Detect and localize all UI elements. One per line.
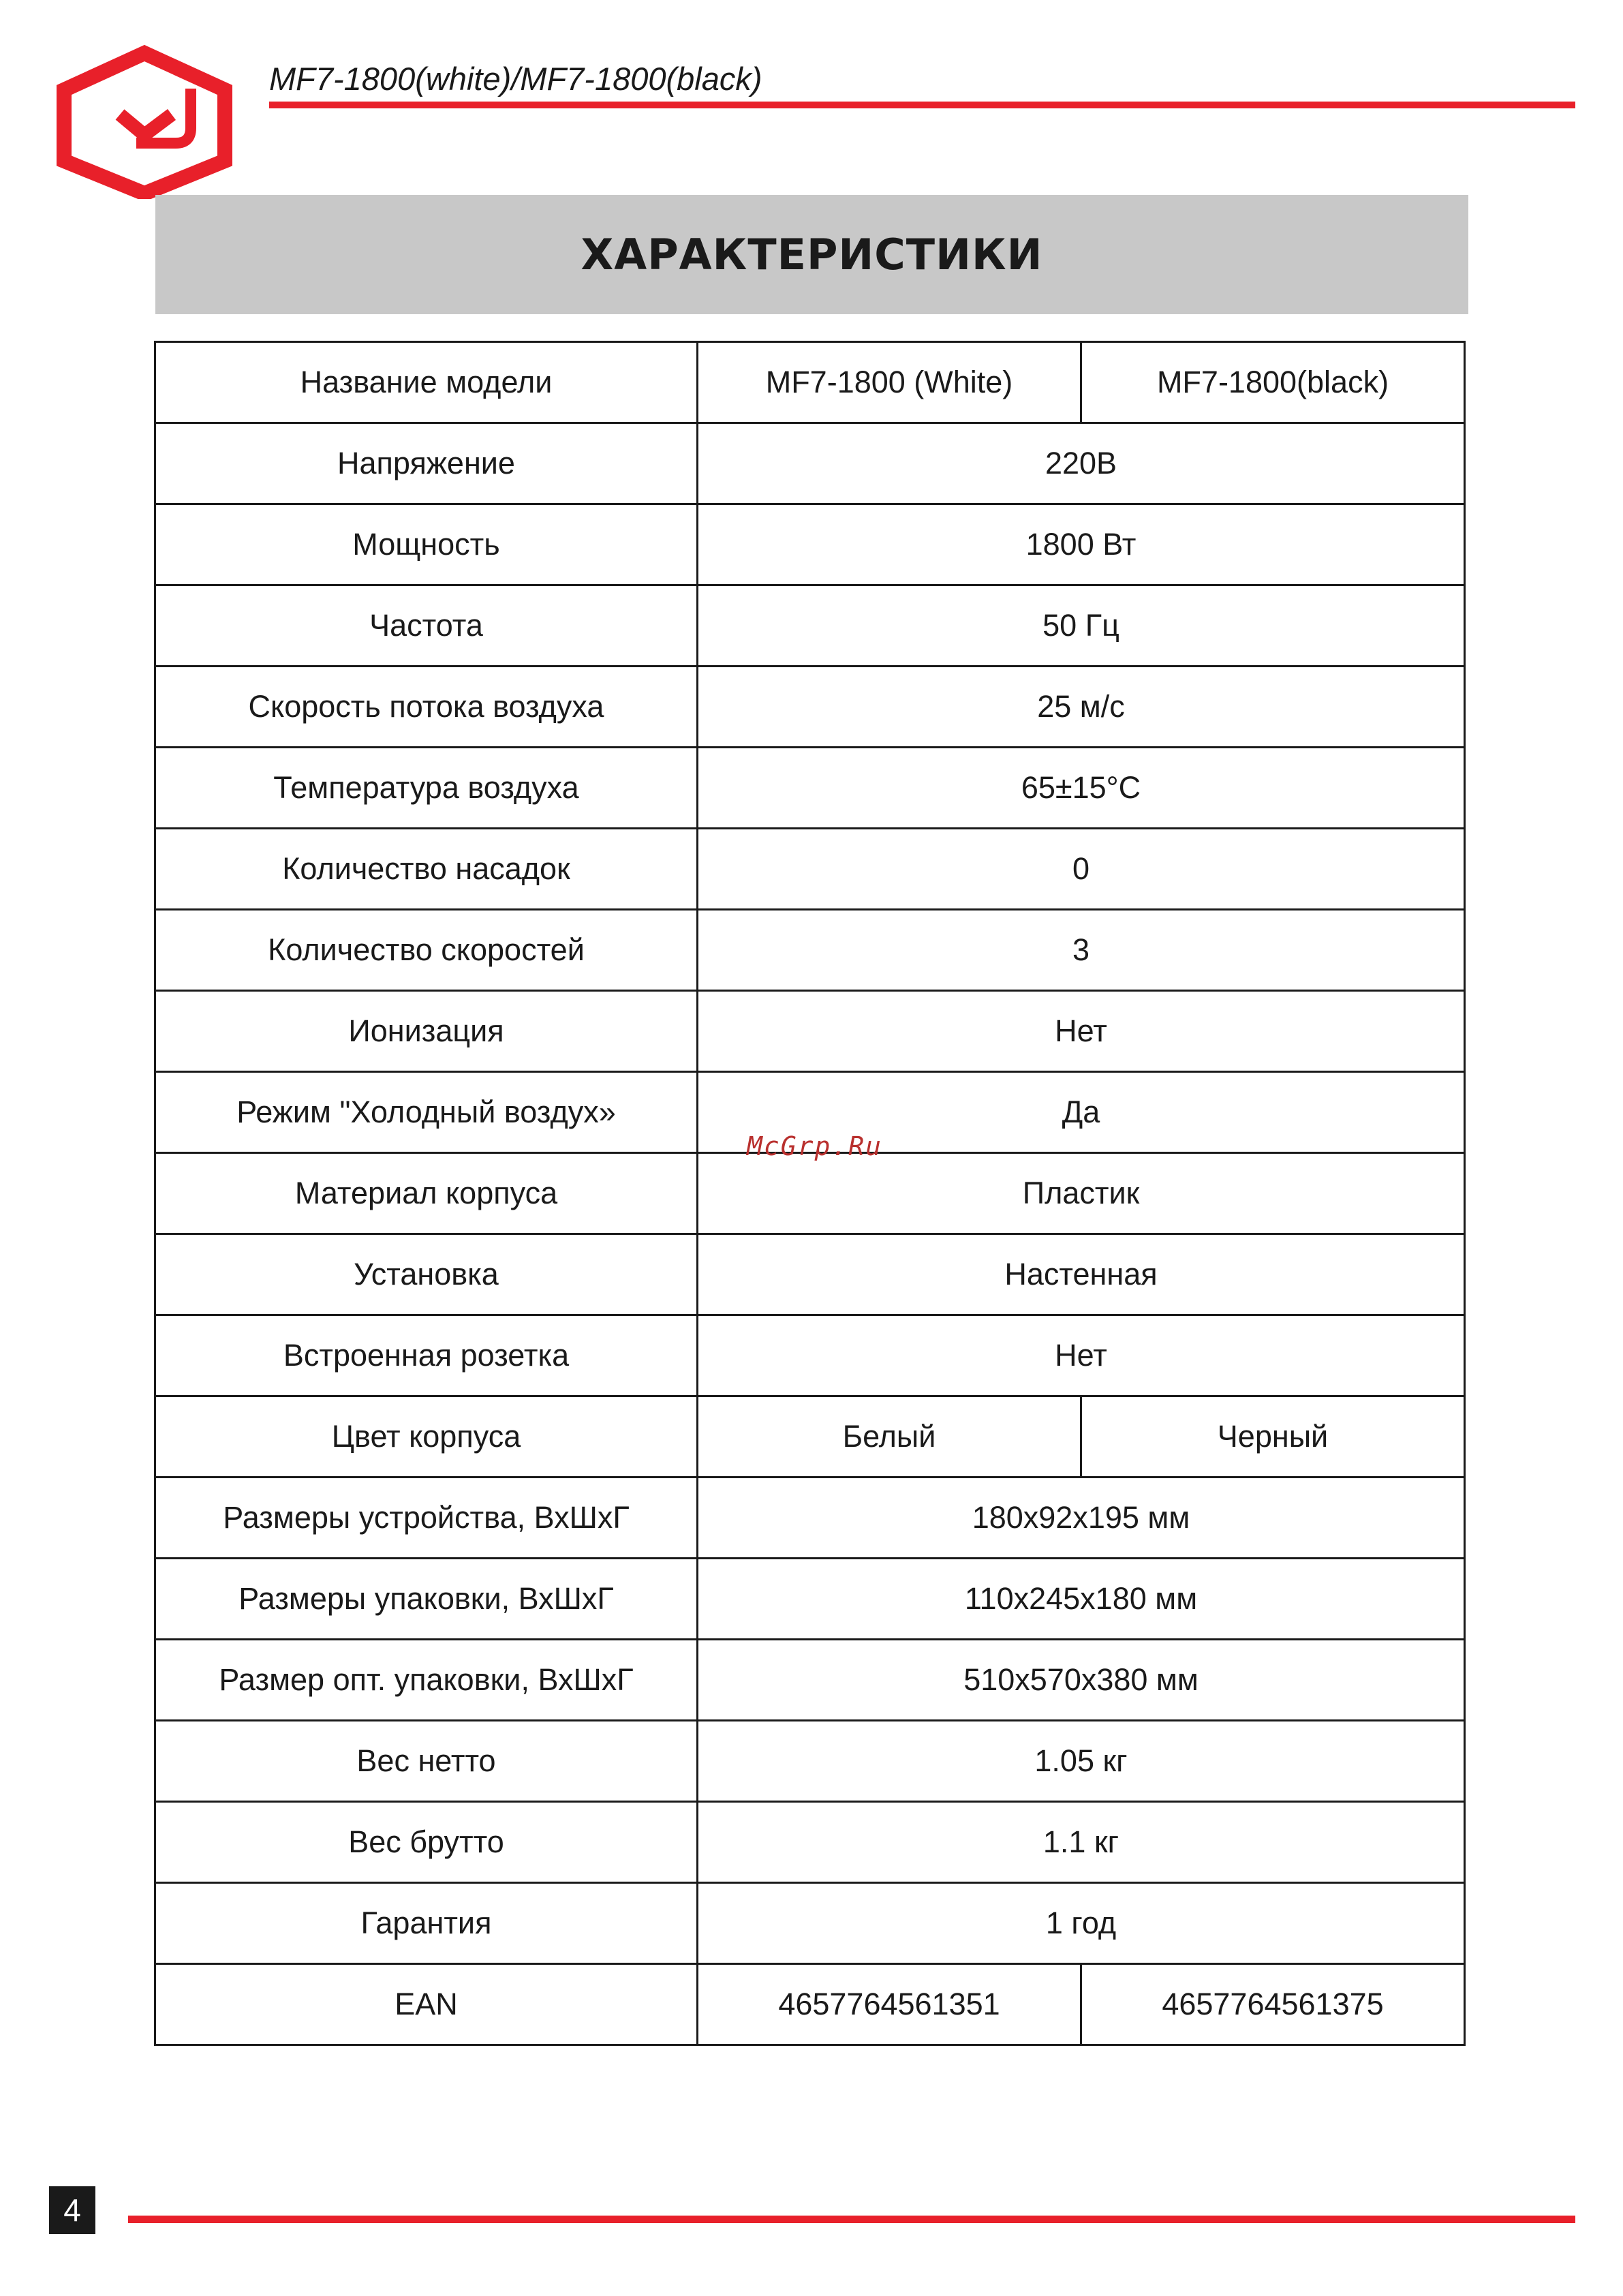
spec-value: 1800 Вт <box>698 504 1465 585</box>
page-title: ХАРАКТЕРИСТИКИ <box>581 230 1043 279</box>
spec-value: 65±15°С <box>698 748 1465 829</box>
spec-value: 50 Гц <box>698 585 1465 667</box>
table-row <box>155 667 1465 748</box>
spec-value: 1.1 кг <box>698 1802 1465 1883</box>
spec-label: Размер опт. упаковки, ВхШхГ <box>155 1640 698 1721</box>
spec-value: 110x245x180 мм <box>698 1559 1465 1640</box>
table-row <box>155 1478 1465 1559</box>
table-row <box>155 1315 1465 1396</box>
spec-value: 1 год <box>698 1883 1465 1964</box>
spec-label: Частота <box>155 585 698 667</box>
spec-label: Установка <box>155 1234 698 1315</box>
watermark: McGrp.Ru <box>747 1131 883 1161</box>
table-row <box>155 910 1465 991</box>
table-row <box>155 1802 1465 1883</box>
spec-value: Да <box>698 1072 1465 1153</box>
spec-label: Вес нетто <box>155 1721 698 1802</box>
spec-label: Название модели <box>155 342 698 423</box>
spec-value-black: Черный <box>1081 1396 1465 1478</box>
spec-value: 25 м/с <box>698 667 1465 748</box>
spec-value: Нет <box>698 1315 1465 1396</box>
spec-value: 220В <box>698 423 1465 504</box>
spec-label: Количество насадок <box>155 829 698 910</box>
table-row <box>155 1396 1465 1478</box>
spec-label: Мощность <box>155 504 698 585</box>
table-row <box>155 1559 1465 1640</box>
spec-value: 180x92x195 мм <box>698 1478 1465 1559</box>
table-row <box>155 585 1465 667</box>
title-banner <box>155 195 1468 314</box>
spec-value: Нет <box>698 991 1465 1072</box>
spec-label: Размеры упаковки, ВхШхГ <box>155 1559 698 1640</box>
spec-value-white: 4657764561351 <box>698 1964 1081 2045</box>
spec-value-black: 4657764561375 <box>1081 1964 1465 2045</box>
spec-label: Ионизация <box>155 991 698 1072</box>
table-row <box>155 991 1465 1072</box>
table-row <box>155 1640 1465 1721</box>
table-row <box>155 1883 1465 1964</box>
spec-label: Гарантия <box>155 1883 698 1964</box>
spec-value: Настенная <box>698 1234 1465 1315</box>
spec-value: 1.05 кг <box>698 1721 1465 1802</box>
specifications-table <box>154 341 1466 2046</box>
table-row <box>155 342 1465 423</box>
model-header: MF7-1800(white)/MF7-1800(black) <box>269 61 762 97</box>
page-number: 4 <box>49 2186 95 2234</box>
table-row <box>155 1721 1465 1802</box>
table-row <box>155 829 1465 910</box>
spec-label: Вес брутто <box>155 1802 698 1883</box>
spec-label: EAN <box>155 1964 698 2045</box>
brand-logo-icon <box>55 41 234 199</box>
spec-label: Встроенная розетка <box>155 1315 698 1396</box>
spec-label: Напряжение <box>155 423 698 504</box>
spec-value: 3 <box>698 910 1465 991</box>
table-row <box>155 748 1465 829</box>
spec-value-white: Белый <box>698 1396 1081 1478</box>
spec-value-white: MF7-1800 (White) <box>698 342 1081 423</box>
spec-label: Размеры устройства, ВхШхГ <box>155 1478 698 1559</box>
table-row <box>155 1153 1465 1234</box>
spec-label: Цвет корпуса <box>155 1396 698 1478</box>
spec-label: Температура воздуха <box>155 748 698 829</box>
table-row <box>155 423 1465 504</box>
table-row <box>155 504 1465 585</box>
table-row <box>155 1964 1465 2045</box>
spec-label: Количество скоростей <box>155 910 698 991</box>
table-row <box>155 1234 1465 1315</box>
spec-value: 510x570x380 мм <box>698 1640 1465 1721</box>
spec-value-black: MF7-1800(black) <box>1081 342 1465 423</box>
spec-value: 0 <box>698 829 1465 910</box>
header-divider <box>269 102 1575 108</box>
spec-label: Скорость потока воздуха <box>155 667 698 748</box>
spec-label: Материал корпуса <box>155 1153 698 1234</box>
spec-label: Режим "Холодный воздух» <box>155 1072 698 1153</box>
footer-divider <box>128 2216 1575 2223</box>
spec-value: Пластик <box>698 1153 1465 1234</box>
